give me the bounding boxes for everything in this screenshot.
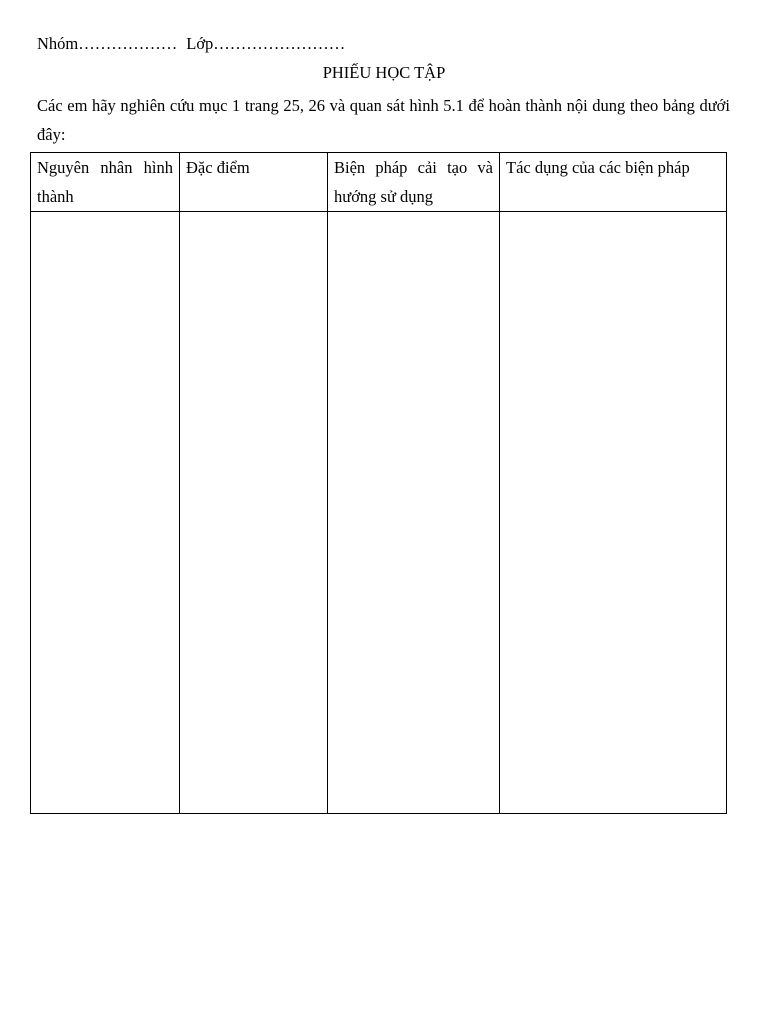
instruction-paragraph: Các em hãy nghiên cứu mục 1 trang 25, 26 và quan sát hình 5.1 để hoàn thành nội dung theo bảng dưới đây:	[37, 96, 730, 144]
class-field-label: Lớp……………………	[186, 34, 346, 53]
worksheet-table	[30, 152, 727, 814]
answer-cell-measures[interactable]	[328, 212, 500, 814]
column-header-measures: Biện pháp cải tạo và hướng sử dụng	[328, 153, 500, 212]
table-row	[31, 212, 727, 814]
answer-cell-effects[interactable]	[500, 212, 727, 814]
column-header-effects: Tác dụng của các biện pháp	[500, 153, 727, 212]
header-line	[37, 34, 345, 54]
answer-cell-cause[interactable]	[31, 212, 180, 814]
answer-cell-characteristics[interactable]	[180, 212, 328, 814]
group-field-label: Nhóm………………	[37, 34, 178, 53]
column-header-characteristics: Đặc điểm	[180, 153, 328, 212]
column-header-cause: Nguyên nhân hình thành	[31, 153, 180, 212]
table-header-row	[31, 153, 727, 212]
worksheet-title: PHIẾU HỌC TẬP	[322, 63, 446, 82]
